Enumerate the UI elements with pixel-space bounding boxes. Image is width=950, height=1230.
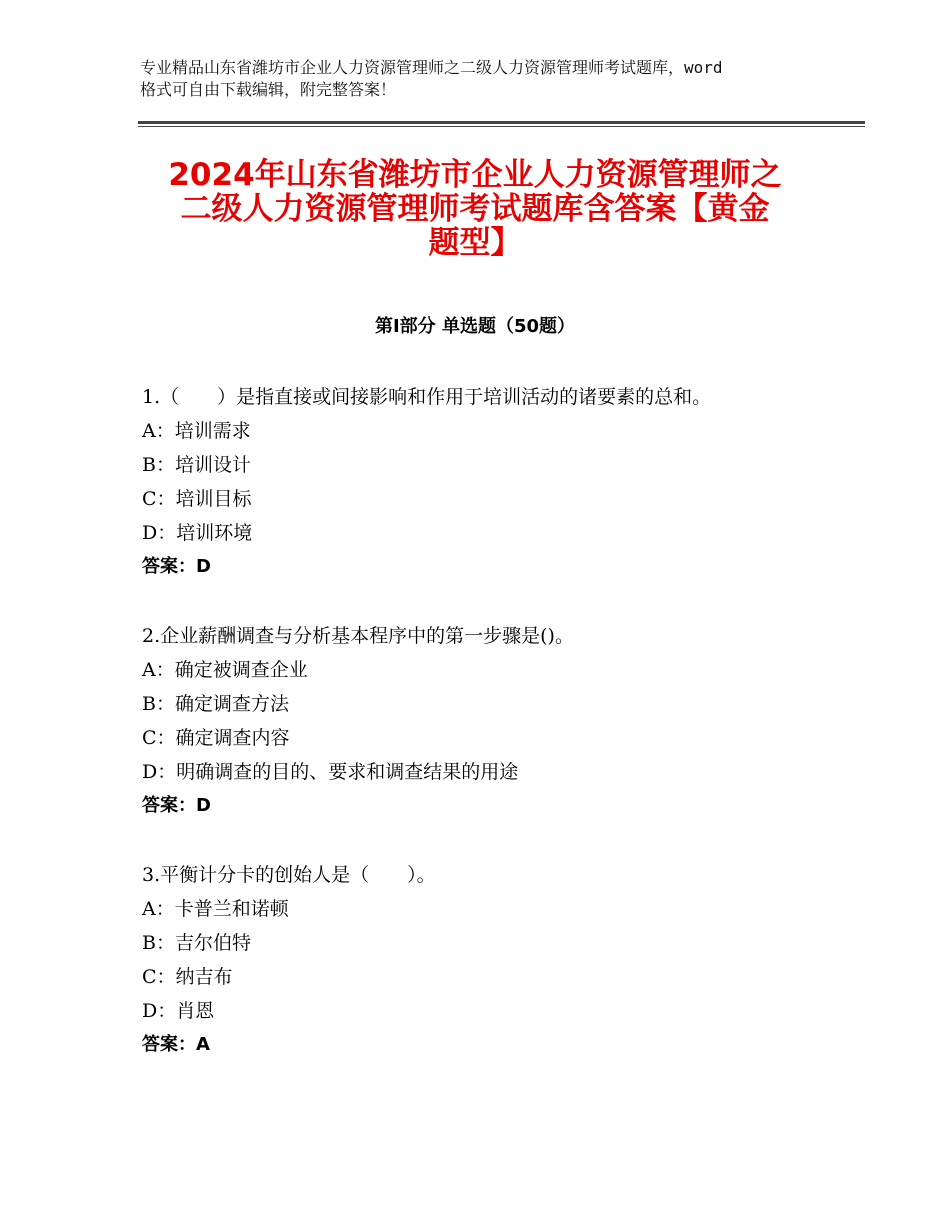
option-b: B：确定调查方法 (142, 693, 289, 715)
question-2 (142, 619, 842, 823)
option-d: D：明确调查的目的、要求和调查结果的用途 (142, 761, 519, 783)
question-3 (142, 858, 842, 1062)
title-line-1: 2024年山东省潍坊市企业人力资源管理师之 (168, 157, 782, 193)
answer: 答案：D (142, 795, 211, 816)
option-a: A：确定被调查企业 (142, 659, 308, 681)
option-c: C：培训目标 (142, 488, 252, 510)
title-line-2: 二级人力资源管理师考试题库含答案【黄金 (180, 191, 770, 227)
option-a: A：卡普兰和诺顿 (142, 898, 289, 920)
question-stem: 2.企业薪酬调查与分析基本程序中的第一步骤是()。 (142, 625, 574, 647)
option-c: C：确定调查内容 (142, 727, 290, 749)
option-b: B：吉尔伯特 (142, 932, 251, 954)
section-heading: 第Ⅰ部分 单选题（50题） (374, 316, 575, 337)
header-note (140, 57, 830, 101)
option-b: B：培训设计 (142, 454, 251, 476)
question-stem: 1.（ ）是指直接或间接影响和作用于培训活动的诸要素的总和。 (142, 386, 712, 408)
title-line-3: 题型】 (428, 225, 522, 261)
question-1 (142, 380, 842, 584)
option-a: A：培训需求 (142, 420, 251, 442)
option-c: C：纳吉布 (142, 966, 233, 988)
question-stem: 3.平衡计分卡的创始人是（ ）。 (142, 864, 436, 886)
header-divider-thick (138, 121, 865, 124)
answer: 答案：A (142, 1034, 210, 1055)
header-note-line-1: 专业精品山东省潍坊市企业人力资源管理师之二级人力资源管理师考试题库，word (140, 58, 723, 77)
header-note-line-2: 格式可自由下载编辑，附完整答案！ (140, 80, 397, 99)
option-d: D：肖恩 (142, 1000, 215, 1022)
header-divider-thin (138, 126, 865, 127)
option-d: D：培训环境 (142, 522, 253, 544)
answer: 答案：D (142, 556, 211, 577)
document-title (130, 158, 820, 260)
